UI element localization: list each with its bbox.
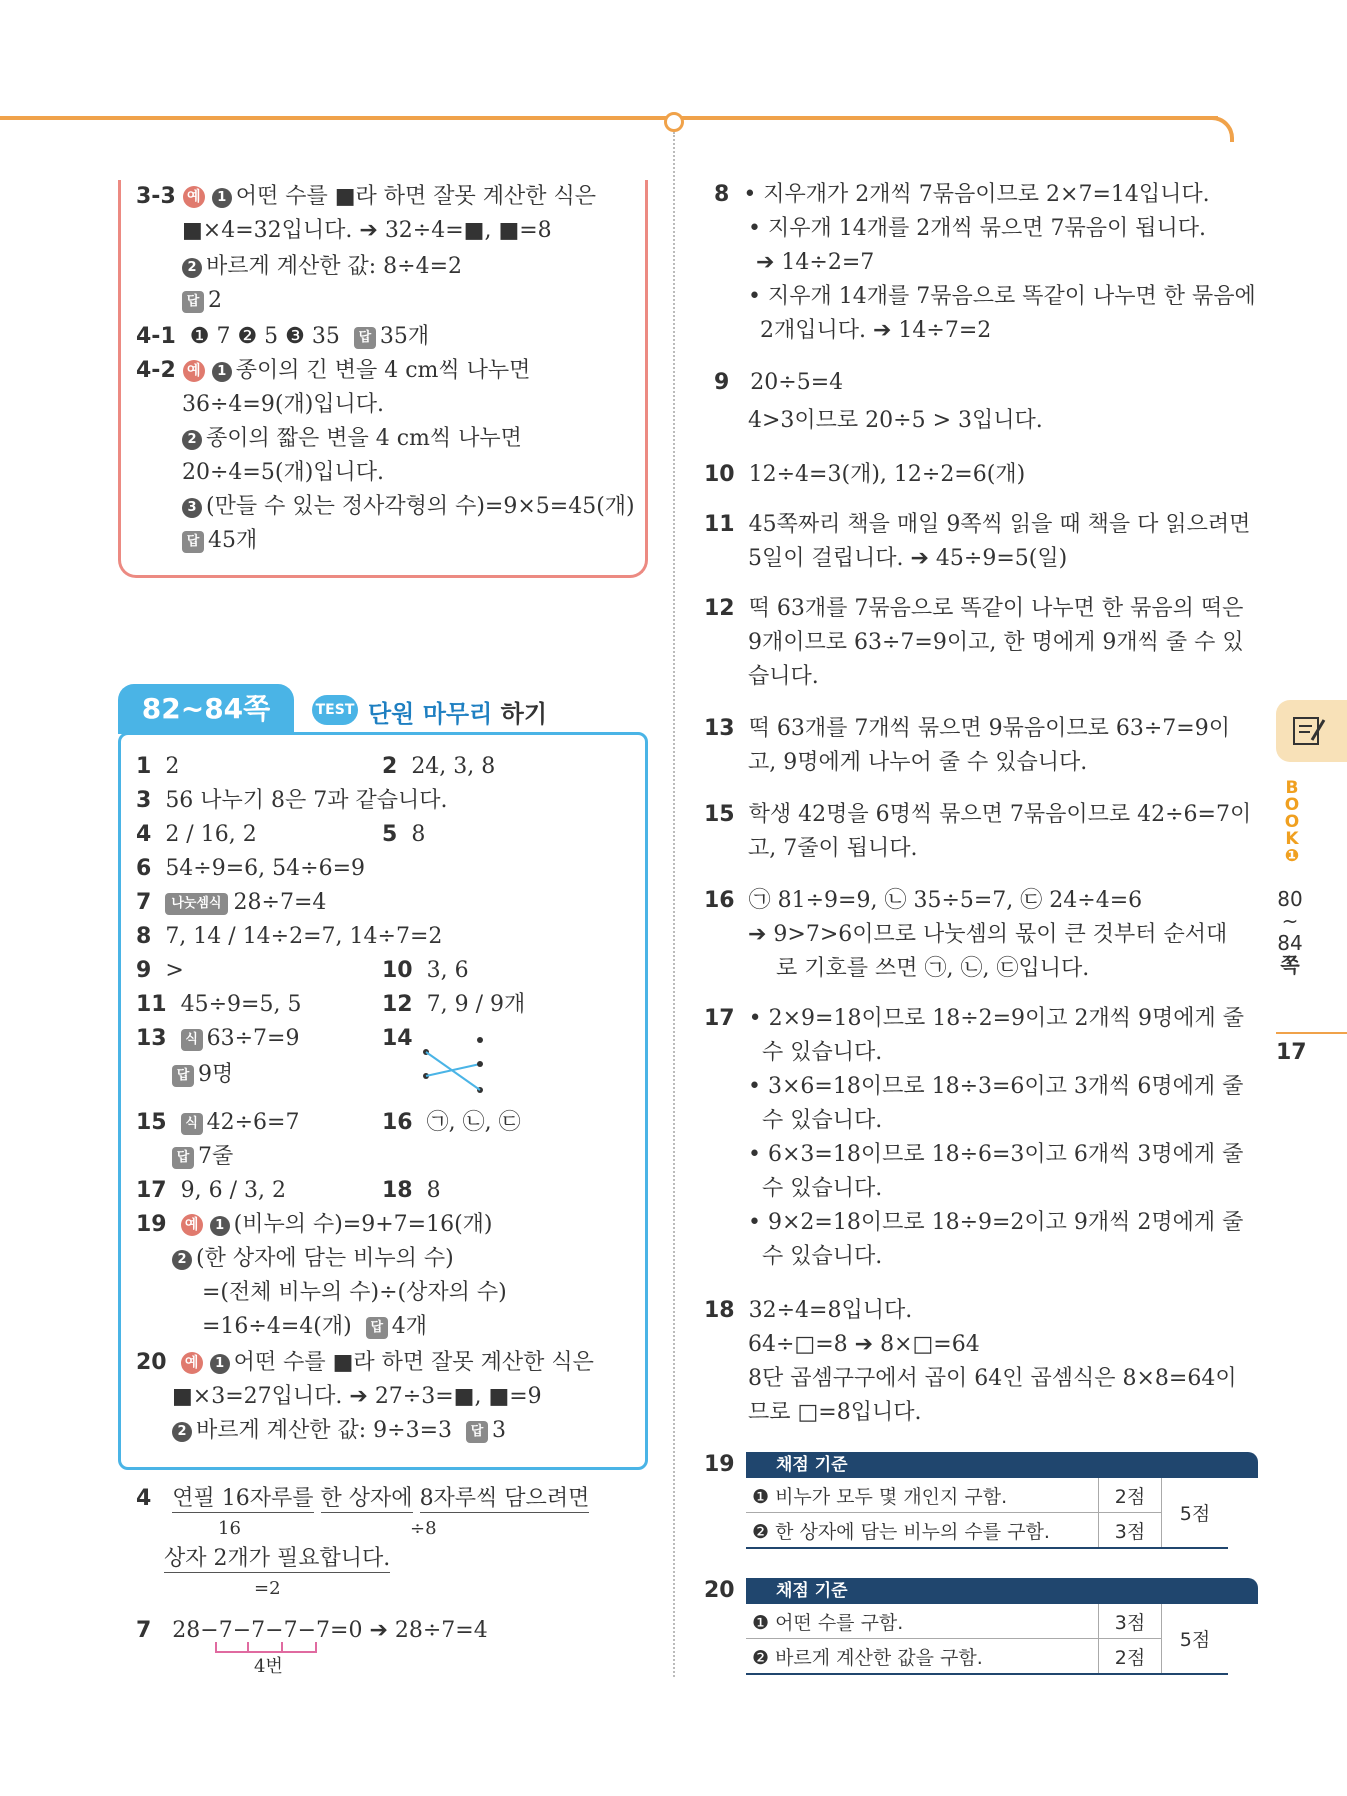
solution-17-line8: 수 있습니다.: [762, 1244, 883, 1269]
solution-12-line2: 9개이므로 63÷7=9이고, 한 명에게 9개씩 줄 수 있: [748, 630, 1244, 655]
test-answer-12: 12 7, 9 / 9개: [382, 992, 526, 1017]
solution-8: 8 • 지우개가 2개씩 7묶음이므로 2×7=14입니다.: [714, 182, 1210, 207]
solution-20-number: 20: [704, 1578, 735, 1603]
matching-lines-diagram: [418, 1030, 488, 1096]
test-answer-19-line2: 2 (한 상자에 담는 비누의 수): [172, 1244, 454, 1274]
problem-3-3: 3-3 예 1 어떤 수를 ■라 하면 잘못 계산한 식은: [136, 184, 597, 209]
solution-17-line4: 수 있습니다.: [762, 1108, 883, 1133]
test-answer-14: 14: [382, 1026, 413, 1051]
test-answer-6: 6 54÷9=6, 54÷6=9: [136, 856, 366, 881]
test-answer-19-line4: =16÷4=4(개) 답 4개: [202, 1314, 427, 1339]
solution-15: 15 학생 42명을 6명씩 묶으면 7묶음이므로 42÷6=7이: [704, 802, 1252, 827]
test-answer-19: 19 예 1 (비누의 수)=9+7=16(개): [136, 1212, 493, 1237]
test-answer-13-ans: 답 9명: [172, 1060, 233, 1090]
test-answer-16: 16 ㉠, ㉡, ㉢: [382, 1110, 521, 1135]
test-answer-8: 8 7, 14 / 14÷2=7, 14÷7=2: [136, 924, 443, 949]
solution-13-line2: 고, 9명에게 나누어 줄 수 있습니다.: [748, 750, 1088, 775]
test-title: 단원 마무리 하기: [368, 700, 548, 728]
column-divider: [673, 132, 675, 1677]
problem-3-3-line2: ■×4=32입니다. ➔ 32÷4=■, ■=8: [182, 218, 552, 243]
note-4-sub3: =2: [254, 1578, 281, 1599]
test-answer-5: 5 8: [382, 822, 426, 847]
side-book-label: B O O K ❶: [1284, 778, 1300, 866]
note-7-label: 4번: [254, 1656, 283, 1677]
grading-criteria-table-20: ❶ 어떤 수를 구함. 3점 5점 ❷ 바르게 계산한 값을 구함. 2점: [746, 1604, 1228, 1675]
solution-17-line5: • 6×3=18이므로 18÷6=3이고 6개씩 3명에게 줄: [748, 1142, 1244, 1167]
notebook-icon: [1290, 712, 1330, 752]
test-answer-10: 10 3, 6: [382, 958, 469, 983]
test-answer-17: 17 9, 6 / 3, 2: [136, 1178, 286, 1203]
solution-8-line4: • 지우개 14개를 7묶음으로 똑같이 나누면 한 묶음에: [748, 284, 1256, 309]
solution-15-line2: 고, 7줄이 됩니다.: [748, 836, 918, 861]
solution-16-line3: 로 기호를 쓰면 ㉠, ㉡, ㉢입니다.: [776, 956, 1090, 981]
example-badge: 예: [183, 186, 205, 208]
solution-18-line3: 8단 곱셈구구에서 곱이 64인 곱셈식은 8×8=64이: [748, 1366, 1237, 1391]
solution-16: 16 ㉠ 81÷9=9, ㉡ 35÷5=7, ㉢ 24÷4=6: [704, 888, 1143, 913]
top-rule-notch: [664, 112, 684, 132]
solution-8-line2: • 지우개 14개를 2개씩 묶으면 7묶음이 됩니다.: [748, 216, 1206, 241]
test-answer-7: 7 나눗셈식 28÷7=4: [136, 890, 327, 915]
answer-badge: 답: [182, 291, 204, 313]
test-answer-20: 20 예 1 어떤 수를 ■라 하면 잘못 계산한 식은: [136, 1350, 594, 1375]
grading-criteria-header-20: 채점 기준: [746, 1578, 1258, 1604]
example-badge: 예: [183, 360, 205, 382]
grading-criteria-header-19: 채점 기준: [746, 1452, 1258, 1478]
note-4-sub2: ÷8: [410, 1518, 437, 1539]
solution-18: 18 32÷4=8입니다.: [704, 1298, 913, 1323]
solution-17-line3: • 3×6=18이므로 18÷3=6이고 3개씩 6명에게 줄: [748, 1074, 1244, 1099]
problem-4-2-line2: 36÷4=9(개)입니다.: [182, 392, 385, 417]
solution-12-line3: 습니다.: [748, 664, 819, 689]
problem-3-3-answer: 답 2: [182, 286, 222, 316]
test-answer-2: 2 24, 3, 8: [382, 754, 496, 779]
test-answer-9: 9 >: [136, 958, 184, 983]
solution-10: 10 12÷4=3(개), 12÷2=6(개): [704, 462, 1026, 487]
solution-16-line2: ➔ 9>7>6이므로 나눗셈의 몫이 큰 것부터 순서대: [748, 922, 1228, 947]
problem-4-2-line4: 20÷4=5(개)입니다.: [182, 460, 385, 485]
top-rule-corner: [1200, 116, 1234, 142]
top-rule: [0, 116, 1218, 120]
solution-17: 17 • 2×9=18이므로 18÷2=9이고 2개씩 9명에게 줄: [704, 1006, 1245, 1031]
note-4-line2: 상자 2개가 필요합니다.: [164, 1546, 391, 1571]
test-answer-3: 3 56 나누기 8은 7과 같습니다.: [136, 788, 448, 813]
test-answer-15-ans: 답 7줄: [172, 1142, 233, 1172]
test-answer-20-line2: ■×3=27입니다. ➔ 27÷3=■, ■=9: [172, 1384, 542, 1409]
problem-3-3-line3: 2 바르게 계산한 값: 8÷4=2: [182, 252, 462, 282]
test-pages-tab: 82~84쪽: [118, 684, 294, 734]
test-answer-18: 18 8: [382, 1178, 441, 1203]
test-icon: TEST: [312, 695, 358, 725]
solution-17-line7: • 9×2=18이므로 18÷9=2이고 9개씩 2명에게 줄: [748, 1210, 1244, 1235]
grading-criteria-table-19: ❶ 비누가 모두 몇 개인지 구함. 2점 5점 ❷ 한 상자에 담는 비누의 수를 구함. 3점: [746, 1478, 1228, 1549]
answer-badge: 답: [354, 327, 376, 349]
test-answer-13: 13 식 63÷7=9: [136, 1026, 300, 1051]
solution-17-line2: 수 있습니다.: [762, 1040, 883, 1065]
problem-4-2: 4-2 예 1 종이의 긴 변을 4 cm씩 나누면: [136, 358, 531, 383]
test-answer-20-line3: 2 바르게 계산한 값: 9÷3=3 답 3: [172, 1416, 506, 1446]
solution-18-line2: 64÷□=8 ➔ 8×□=64: [748, 1332, 980, 1357]
solution-11: 11 45쪽짜리 책을 매일 9쪽씩 읽을 때 책을 다 읽으려면: [704, 512, 1251, 537]
solution-17-line6: 수 있습니다.: [762, 1176, 883, 1201]
note-7: 7 28−7−7−7−7=0 ➔ 28÷7=4: [136, 1618, 488, 1643]
test-answer-1: 1 2: [136, 754, 180, 779]
test-answer-15: 15 식 42÷6=7: [136, 1110, 300, 1135]
solution-8-line5: 2개입니다. ➔ 14÷7=2: [760, 318, 992, 343]
solution-11-line2: 5일이 걸립니다. ➔ 45÷9=5(일): [748, 546, 1068, 571]
solution-19-number: 19: [704, 1452, 735, 1477]
side-page-range: 80 ~ 84 쪽: [1277, 887, 1303, 977]
note-4-sub1: 16: [218, 1518, 241, 1539]
problem-4-2-answer: 답 45개: [182, 526, 257, 556]
solution-12: 12 떡 63개를 7묶음으로 똑같이 나누면 한 묶음의 떡은: [704, 596, 1244, 621]
solution-9: 9 20÷5=4: [714, 370, 844, 395]
test-answer-4: 4 2 / 16, 2: [136, 822, 257, 847]
page-number: 17: [1276, 1040, 1307, 1065]
problem-4-2-line5: 3 (만들 수 있는 정사각형의 수)=9×5=45(개): [182, 492, 635, 522]
solution-13: 13 떡 63개를 7개씩 묶으면 9묶음이므로 63÷7=9이: [704, 716, 1230, 741]
note-4: 4 연필 16자루를 한 상자에 8자루씩 담으려면: [136, 1486, 590, 1511]
test-answer-19-line3: =(전체 비누의 수)÷(상자의 수): [202, 1280, 507, 1305]
side-rule: [1276, 1032, 1347, 1034]
solution-9-line2: 4>3이므로 20÷5 > 3입니다.: [748, 408, 1043, 433]
side-tab: [1276, 700, 1347, 762]
problem-4-2-line3: 2 종이의 짧은 변을 4 cm씩 나누면: [182, 424, 522, 454]
problem-4-1: 4-1 ❶ 7 ❷ 5 ❸ 35 답 35개: [136, 324, 430, 349]
solution-8-line3: ➔ 14÷2=7: [756, 250, 875, 275]
test-answer-11: 11 45÷9=5, 5: [136, 992, 302, 1017]
solution-18-line4: 므로 □=8입니다.: [748, 1400, 922, 1425]
